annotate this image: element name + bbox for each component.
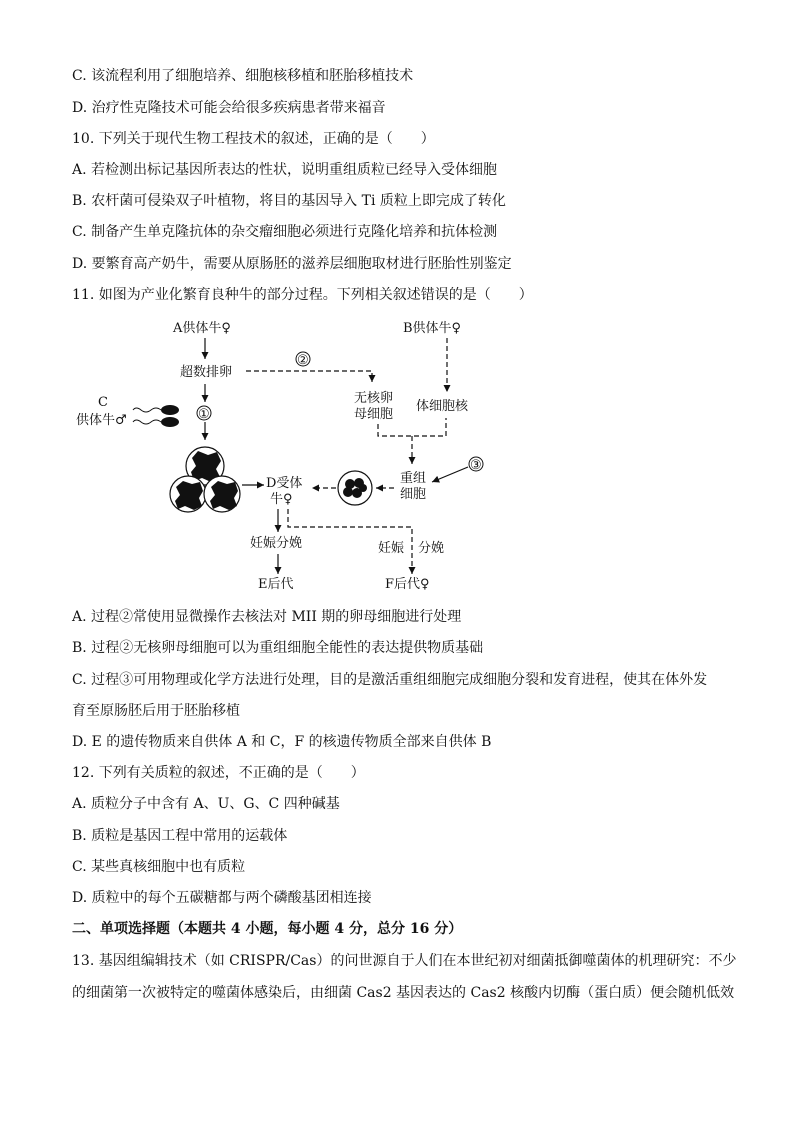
step-2-marker: [296, 352, 310, 368]
q9-option-c: C. 该流程利用了细胞培养、细胞核移植和胚胎移植技术: [72, 68, 414, 84]
recipient-label-1: D受体: [266, 476, 303, 491]
q12-option-d: D. 质粒中的每个五碳糖都与两个磷酸基团相连接: [72, 890, 372, 906]
q11-option-c-line1: C. 过程③可用物理或化学方法进行处理，目的是激活重组细胞完成细胞分裂和发育进程，使其在体外发: [72, 672, 708, 688]
somatic-nucleus-label: 体细胞核: [416, 399, 469, 414]
step-1-label: ①: [198, 407, 210, 422]
q11-option-a: A. 过程②常使用显微操作去核法对 MII 期的卵母细胞进行处理: [72, 609, 462, 625]
pregnancy-right-label-1: 妊娠: [378, 541, 405, 556]
q9-option-d: D. 治疗性克隆技术可能会给很多疾病患者带来福音: [72, 100, 386, 116]
q13-line-2: 的细菌第一次被特定的噬菌体感染后，由细菌 Cas2 基因表达的 Cas2 核酸内切酶（蛋白质）便会随机低效: [72, 985, 735, 1001]
pregnancy-right-label-2: 分娩: [418, 541, 445, 556]
q10-option-d: D. 要繁育高产奶牛，需要从原肠胚的滋养层细胞取材进行胚胎性别鉴定: [72, 256, 512, 272]
arrow-step2-dashed: [246, 371, 372, 382]
step-3-label: ③: [470, 458, 482, 473]
q11-stem: 11. 如图为产业化繁育良种牛的部分过程。下列相关叙述错误的是（ ）: [72, 287, 533, 303]
recombinant-cell-label-1: 重组: [400, 471, 427, 486]
donor-a-label: A供体牛♀: [173, 321, 231, 336]
cattle-breeding-diagram: [60, 312, 500, 602]
offspring-f-label: F后代♀: [385, 577, 430, 592]
step-2-label: ②: [297, 353, 309, 368]
donor-b-label: B供体牛♀: [403, 321, 462, 336]
q11-option-b: B. 过程②无核卵母细胞可以为重组细胞全能性的表达提供物质基础: [72, 640, 484, 656]
q10-stem: 10. 下列关于现代生物工程技术的叙述，正确的是（ ）: [72, 131, 435, 147]
q12-stem: 12. 下列有关质粒的叙述，不正确的是（ ）: [72, 765, 365, 781]
c-letter-label: C: [98, 395, 108, 410]
c-donor-label: 供体牛♂: [76, 413, 127, 428]
embryo-cluster-icon: [170, 447, 240, 512]
q11-option-c-line2: 育至原肠胚后用于胚胎移植: [72, 703, 240, 719]
q12-option-a: A. 质粒分子中含有 A、U、G、C 四种碱基: [72, 796, 340, 812]
q10-option-a: A. 若检测出标记基因所表达的性状，说明重组质粒已经导入受体细胞: [72, 162, 498, 178]
step-1-marker: [197, 406, 211, 422]
superovulation-label: 超数排卵: [180, 365, 233, 380]
recombinant-cell-label-2: 细胞: [400, 487, 427, 502]
q13-line-1: 13. 基因组编辑技术（如 CRISPR/Cas）的问世源自于人们在本世纪初对细菌抵御噬菌体的机理研究：不少: [72, 953, 737, 969]
q12-option-b: B. 质粒是基因工程中常用的运载体: [72, 828, 288, 844]
q11-option-d: D. E 的遗传物质来自供体 A 和 C，F 的核遗传物质全部来自供体 B: [72, 734, 492, 750]
enucleated-oocyte-label-2: 母细胞: [354, 407, 394, 422]
recipient-label-2: 牛♀: [270, 492, 293, 507]
step-3-marker: [469, 457, 483, 473]
q10-option-b: B. 农杆菌可侵染双子叶植物，将目的基因导入 Ti 质粒上即完成了转化: [72, 193, 506, 209]
q12-option-c: C. 某些真核细胞中也有质粒: [72, 859, 246, 875]
offspring-e-label: E后代: [258, 577, 294, 592]
sperm-icon: [133, 405, 179, 427]
enucleated-oocyte-label-1: 无核卵: [354, 391, 394, 406]
early-embryo-icon: [338, 471, 372, 505]
section-2-heading: 二、单项选择题（本题共 4 小题，每小题 4 分，总分 16 分）: [72, 921, 463, 937]
pregnancy-left-label: 妊娠分娩: [250, 536, 303, 551]
q10-option-c: C. 制备产生单克隆抗体的杂交瘤细胞必须进行克隆化培养和抗体检测: [72, 224, 498, 240]
arrow-step3: [432, 467, 468, 482]
